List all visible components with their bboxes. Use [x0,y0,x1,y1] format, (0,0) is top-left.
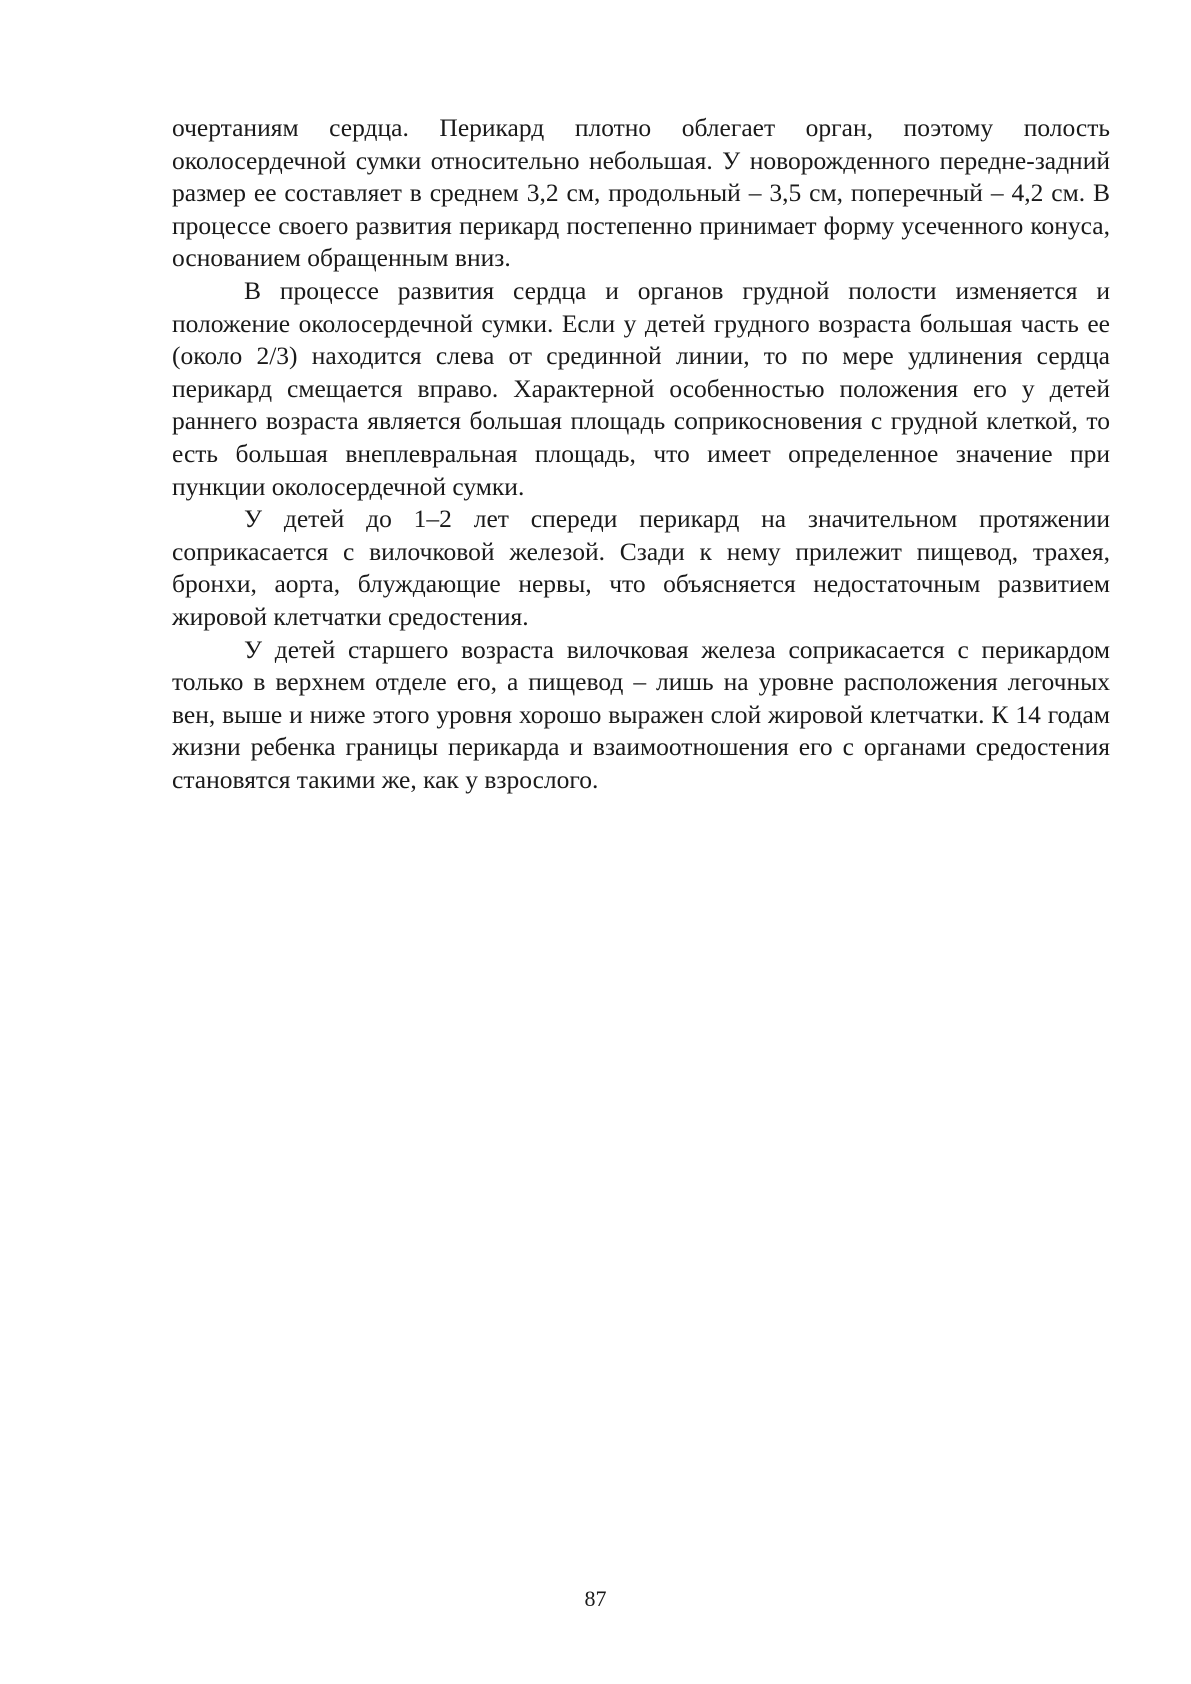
body-text [172,112,1110,796]
paragraph: В процессе развития сердца и органов грудной полости изменяется и положение околосердечной сумки. Если у детей грудного возраста большая часть ее (около 2/3) находится слева от срединной линии, то по мере удлинения сердца перикард смещается вправо. Характерной особенностью положения его у детей раннего возраста является большая площадь соприкосновения с грудной клеткой, то есть большая внеплевральная площадь, что имеет определенное значение при пункции околосердечной сумки. [172,275,1110,501]
paragraph: У детей до 1–2 лет спереди перикард на значительном протяжении соприкасается с вилочковой железой. Сзади к нему прилежит пищевод, трахея, бронхи, аорта, блуждающие нервы, что объясняется недостаточным развитием жировой клетчатки средостения. [172,504,1110,631]
paragraph: У детей старшего возраста вилочковая железа соприкасается с перикардом только в верхнем отделе его, а пищевод – лишь на уровне расположения легочных вен, выше и ниже этого уровня хорошо выражен слой жировой клетчатки. К 14 годам жизни ребенка границы перикарда и взаимоотношения его с органами средостения становятся такими же, как у взрослого. [172,634,1110,794]
page-number: 87 [584,1586,607,1611]
paragraph-continuation: очертаниям сердца. Перикард плотно облегает орган, поэтому полость околосердечной сумки относительно небольшая. У новорожденного передне-задний размер ее составляет в среднем 3,2 см, продольный – 3,5 см, поперечный – 4,2 см. В процессе своего развития перикард постепенно принимает форму усеченного конуса, основанием обращенным вниз. [172,113,1110,273]
